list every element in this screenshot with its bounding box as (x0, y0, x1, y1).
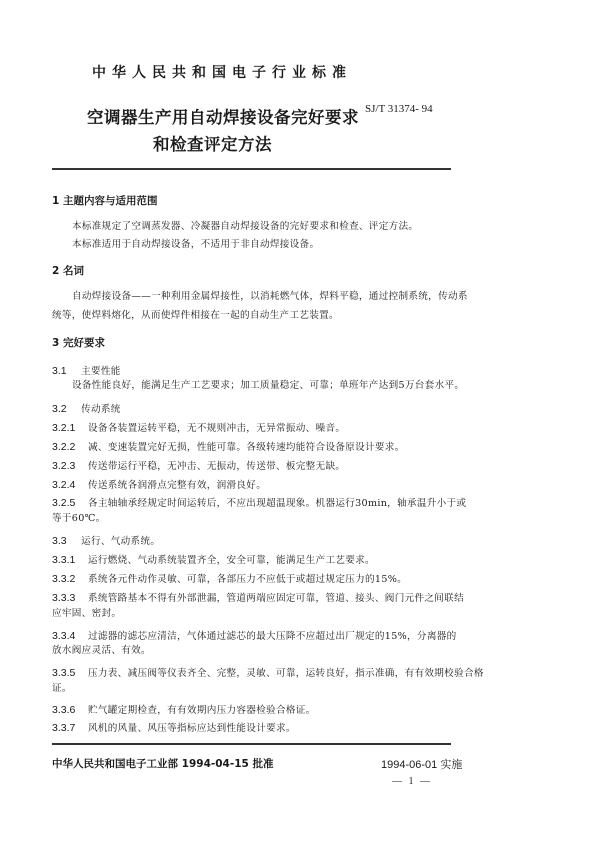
section-heading-1: 1 主题内容与适用范围 (52, 195, 158, 207)
header-divider (52, 168, 451, 170)
clause-number: 3.3.6 (52, 704, 76, 716)
clause-text: 系统管路基本不得有外部泄漏，管道两端应固定可靠，管道、接头、阀门元件之间联结 (88, 593, 464, 604)
clause-number: 3.2.3 (52, 460, 76, 472)
clause-3-2-4 (52, 473, 266, 492)
clause-number: 3.2.1 (52, 422, 76, 434)
document-title-line1: 空调器生产用自动焊接设备完好要求 (87, 108, 359, 127)
clause-3-2-3 (52, 454, 345, 473)
page-number: — 1 — (392, 776, 432, 787)
section-heading-3: 3 完好要求 (52, 337, 105, 349)
paragraph: 设备性能良好，能满足生产工艺要求；加工质量稳定、可靠；单班年产达到5万台套水平。 (72, 380, 465, 391)
clause-title: 传动系统 (81, 404, 121, 415)
clause-3-3-1 (52, 548, 375, 567)
clause-number: 3.2.5 (52, 497, 76, 509)
clause-continuation: 应牢固、密封。 (52, 608, 122, 619)
clause-text: 各主轴轴承经规定时间运转后，不应出现超温现象。机器运行30min，轴承温升小于或 (88, 498, 467, 509)
clause-3-1 (52, 359, 121, 378)
clause-number: 3.2.2 (52, 441, 76, 453)
clause-3-2 (52, 397, 121, 416)
clause-3-3 (52, 529, 160, 548)
footer-divider (52, 743, 451, 745)
clause-text: 减、变速装置完好无损，性能可靠。各级转速均能符合设备原设计要求。 (88, 442, 405, 453)
document-title-line2: 和检查评定方法 (153, 135, 272, 154)
section-heading-2: 2 名词 (52, 265, 84, 277)
clause-3-3-3 (52, 586, 464, 605)
approval-info: 中华人民共和国电子工业部 1994-04-15 批准 (52, 758, 274, 770)
clause-3-2-1 (52, 416, 345, 435)
clause-number: 3.3.4 (52, 630, 76, 642)
clause-number: 3.2.4 (52, 479, 76, 491)
clause-number: 3.1 (52, 365, 67, 377)
clause-title: 主要性能 (81, 366, 121, 377)
clause-3-3-4 (52, 624, 457, 643)
clause-3-2-5 (52, 491, 466, 510)
clause-text: 传送带运行平稳，无冲击、无振动，传送带、板完整无缺。 (88, 461, 346, 472)
clause-number: 3.3.2 (52, 573, 76, 585)
clause-3-3-6 (52, 698, 316, 717)
issuing-organization: 中华人民共和国电子行业标准 (92, 65, 352, 81)
clause-text: 过滤器的滤芯应清洁，气体通过滤芯的最大压降不应超过出厂规定的15%，分离器的 (88, 631, 457, 642)
clause-3-3-2 (52, 567, 407, 586)
clause-number: 3.3.7 (52, 722, 76, 734)
clause-3-3-7 (52, 716, 296, 735)
clause-number: 3.3.1 (52, 554, 76, 566)
clause-3-2-2 (52, 435, 405, 454)
clause-continuation: 等于60℃。 (52, 513, 106, 524)
clause-text: 设备各装置运转平稳，无不规则冲击，无异常振动、噪音。 (88, 423, 346, 434)
clause-continuation: 放水阀应灵活、有效。 (52, 645, 151, 656)
clause-number: 3.3.5 (52, 667, 76, 679)
standard-code: SJ/T 31374- 94 (365, 103, 433, 115)
clause-text: 系统各元件动作灵敏、可靠，各部压力不应低于或超过规定压力的15%。 (88, 574, 408, 585)
clause-text: 传送系统各润滑点完整有效，润滑良好。 (88, 480, 267, 491)
paragraph: 本标准规定了空调蒸发器、冷凝器自动焊接设备的完好要求和检查、评定方法。 (72, 221, 419, 232)
clause-text: 运行燃烧、气动系统装置齐全，安全可靠，能满足生产工艺要求。 (88, 555, 375, 566)
clause-continuation: 证。 (52, 683, 72, 694)
paragraph: 本标准适用于自动焊接设备，不适用于非自动焊接设备。 (72, 239, 320, 250)
clause-text: 贮气罐定期检查，有有效期内压力容器检验合格证。 (88, 705, 316, 716)
clause-number: 3.2 (52, 403, 67, 415)
implementation-date: 1994-06-01 实施 (381, 759, 463, 771)
clause-3-3-5 (52, 661, 484, 680)
clause-text: 压力表、减压阀等仪表齐全、完整，灵敏、可靠，运转良好，指示准确，有有效期校验合格 (88, 668, 484, 679)
clause-title: 运行、气动系统。 (81, 536, 161, 547)
paragraph-continuation: 统等，使焊料熔化，从而使焊件相接在一起的自动生产工艺装置。 (52, 310, 339, 321)
clause-number: 3.3.3 (52, 592, 76, 604)
clause-text: 风机的风量、风压等指标应达到性能设计要求。 (88, 723, 296, 734)
clause-number: 3.3 (52, 535, 67, 547)
paragraph: 自动焊接设备——一种利用金属焊接性，以消耗燃气体，焊料平稳，通过控制系统，传动系 (72, 291, 468, 302)
